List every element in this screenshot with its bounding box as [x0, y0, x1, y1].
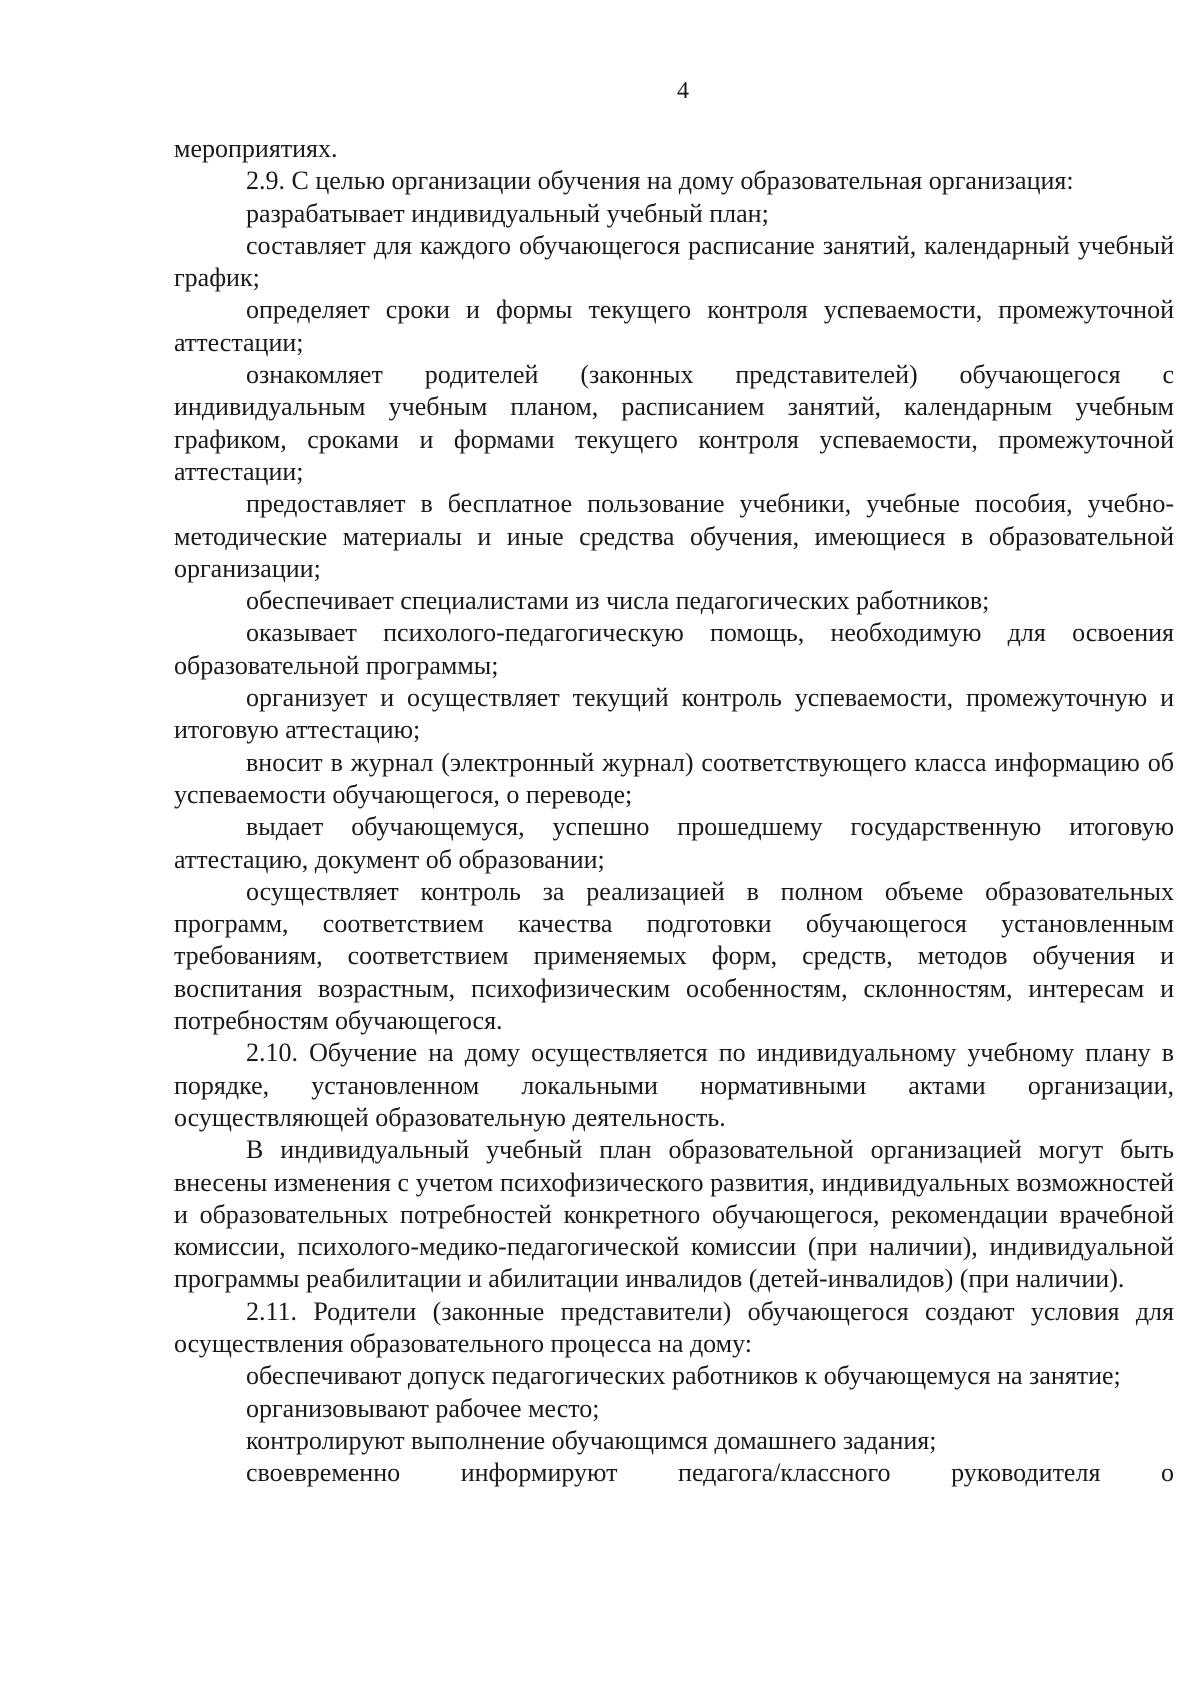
paragraph-2-11: 2.11. Родители (законные представители) обучающегося создают условия для осуществления образовательного процесса на дому:: [174, 1296, 1174, 1358]
list-item-certificate: выдает обучающемуся, успешно прошедшему государственную итоговую аттестацию, документ об образовании;: [174, 812, 1174, 874]
list-item-assessment: организует и осуществляет текущий контроль успеваемости, промежуточную и итоговую аттестацию;: [174, 683, 1174, 745]
paragraph-2-10: 2.10. Обучение на дому осуществляется по индивидуальному учебному плану в порядке, установленном локальными нормативными актами организации, осуществляющей образовательную деятельность.: [174, 1038, 1174, 1132]
page-number: 4: [677, 78, 689, 104]
paragraph-2-9-heading: 2.9. С целью организации обучения на дому образовательная организация:: [246, 166, 1074, 196]
paragraph-plan-changes: В индивидуальный учебный план образовательной организацией могут быть внесены изменения с учетом психофизического развития, индивидуальных возможностей и образовательных потребностей конкретного обучающегося, рекомендации врачебной комиссии, психолого-медико-педагогической комиссии (при наличии), индивидуальной программы реабилитации и абилитации инвалидов (детей-инвалидов) (при наличии).: [174, 1135, 1174, 1294]
paragraph-continuation: мероприятиях.: [174, 134, 338, 163]
list-item-inform-parents: ознакомляет родителей (законных представителей) обучающегося с индивидуальным учебным планом, расписанием занятий, календарным учебным графиком, сроками и формами текущего контроля успеваемости, промежуточной аттестации;: [174, 360, 1174, 486]
list-item-specialists: обеспечивает специалистами из числа педагогических работников;: [246, 586, 990, 616]
list-item-psych-help: оказывает психолого-педагогическую помощь, необходимую для освоения образовательной программы;: [174, 618, 1174, 680]
list-item-inform-teacher: своевременно информируют педагога/классного руководителя о: [246, 1458, 1174, 1488]
document-body: [174, 133, 1174, 1489]
list-item-journal: вносит в журнал (электронный журнал) соответствующего класса информацию об успеваемости обучающегося, о переводе;: [174, 747, 1174, 809]
list-item-oversight: осуществляет контроль за реализацией в полном объеме образовательных программ, соответствием качества подготовки обучающегося установленным требованиям, соответствием применяемых форм, средств, методов обучения и воспитания возрастным, психофизическим особенностям, склонностям, интересам и потребностям обучающегося.: [174, 876, 1174, 1036]
list-item-textbooks: предоставляет в бесплатное пользование учебники, учебные пособия, учебно-методические материалы и иные средства обучения, имеющиеся в образовательной организации;: [174, 489, 1174, 583]
list-item-control-terms: определяет сроки и формы текущего контроля успеваемости, промежуточной аттестации;: [174, 295, 1174, 357]
list-item-workplace: организовывают рабочее место;: [246, 1393, 600, 1423]
list-item-homework: контролируют выполнение обучающимся домашнего задания;: [246, 1425, 937, 1455]
list-item-develops-plan: разрабатывает индивидуальный учебный план;: [246, 198, 769, 228]
list-item-schedule: составляет для каждого обучающегося расписание занятий, календарный учебный график;: [174, 230, 1174, 293]
list-item-access: обеспечивают допуск педагогических работников к обучающемуся на занятие;: [246, 1361, 1121, 1391]
